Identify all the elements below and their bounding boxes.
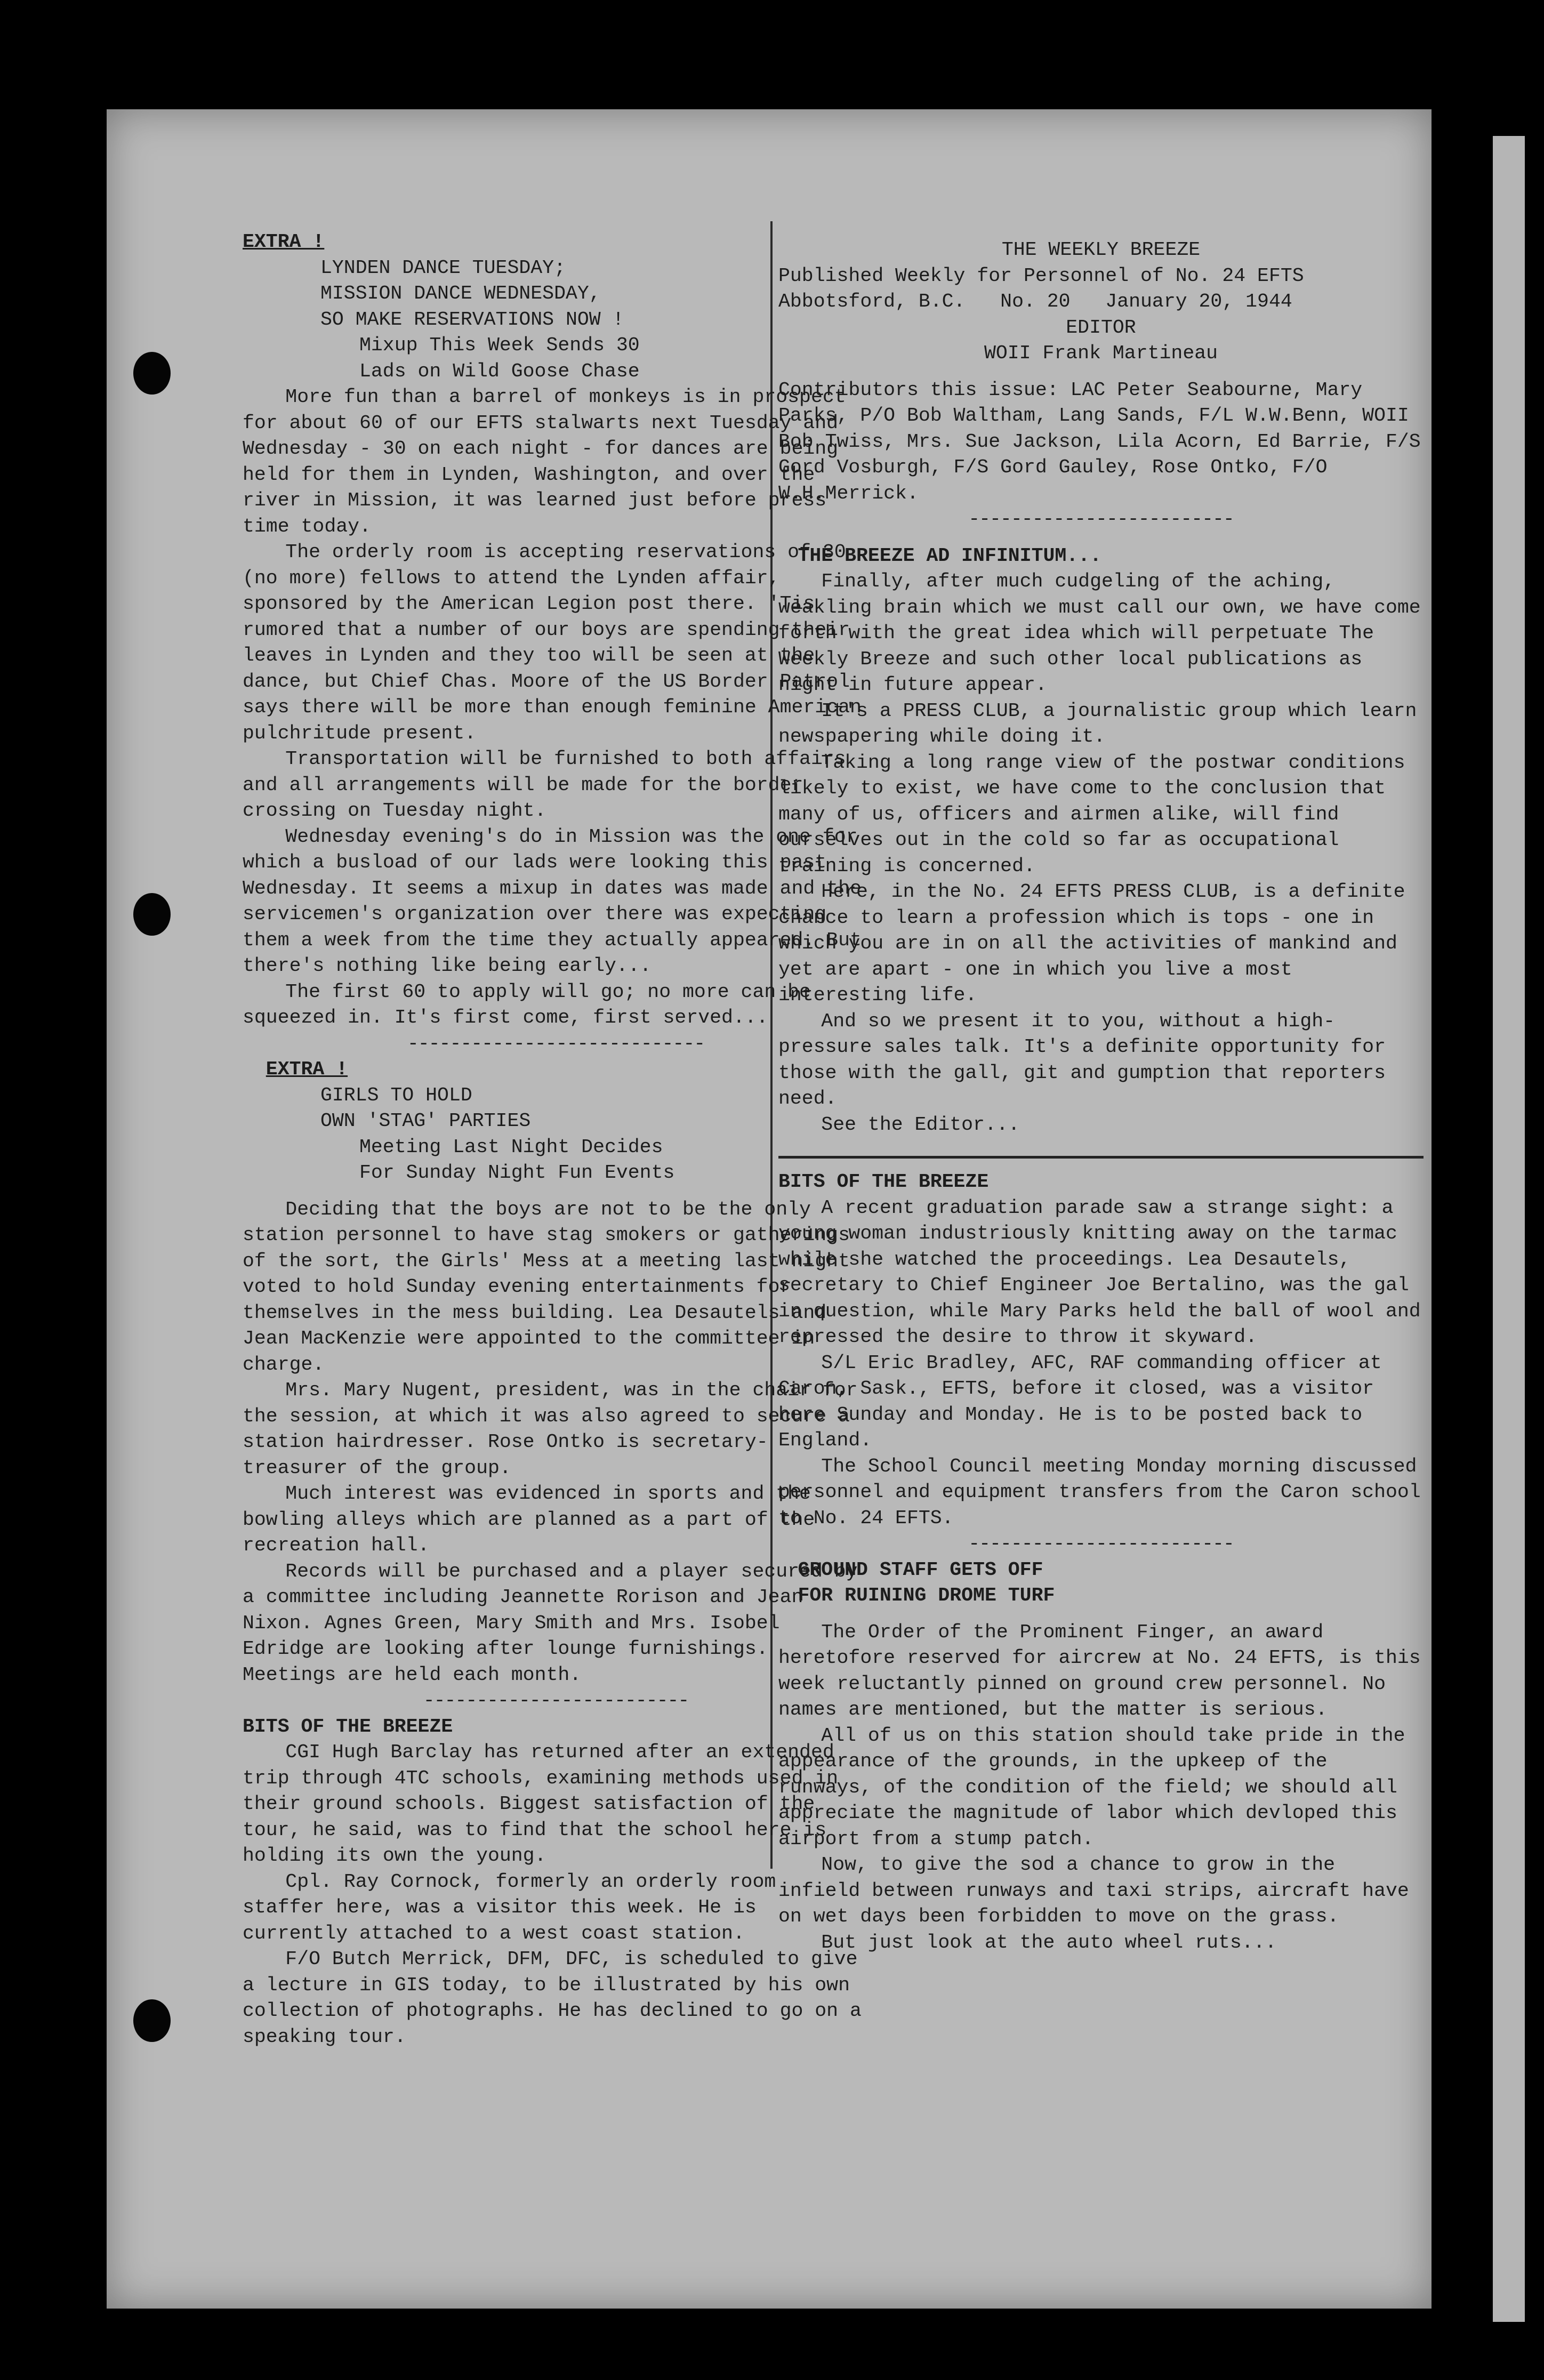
- paragraph: Now, to give the sod a chance to grow in the infield between runways and taxi strips, aircraft have on wet days been forbidden to move on the grass.: [778, 1854, 1409, 1927]
- editor-name: WOII Frank Martineau: [984, 342, 1218, 364]
- paragraph: Wednesday evening's do in Mission was the one for which a busload of our lads were looking this past Wednesday. It seems a mixup in dates was made and the servicemen's organization over there was expecting them a week from the time they actually appeared. But there's nothing like being early...: [243, 825, 862, 977]
- subhead-line: Meeting Last Night Decides: [359, 1136, 663, 1158]
- headline-line: OWN 'STAG' PARTIES: [320, 1110, 531, 1132]
- section-heading: THE BREEZE AD INFINITUM...: [798, 544, 1101, 567]
- paragraph: It's a PRESS CLUB, a journalistic group which learn newspapering while doing it.: [778, 699, 1417, 747]
- right-column: [778, 237, 1424, 1956]
- dashed-divider: -------------------------: [968, 1533, 1234, 1555]
- masthead-title: THE WEEKLY BREEZE: [1001, 239, 1201, 261]
- paragraph: Transportation will be furnished to both affairs and all arrangements will be made for the border crossing on Tuesday night.: [243, 748, 846, 822]
- paragraph: The School Council meeting Monday morning discussed personnel and equipment transfers from the Caron school to No. 24 EFTS.: [778, 1455, 1421, 1529]
- paragraph: But just look at the auto wheel ruts...: [821, 1931, 1277, 1953]
- paragraph: Records will be purchased and a player secured by a committee including Jeannette Rorison and Jean Nixon. Agnes Green, Mary Smith and Mrs. Isobel Edridge are looking after lounge furnishings. Meetings are held each month.: [243, 1560, 858, 1686]
- editor-label: EDITOR: [1066, 316, 1136, 339]
- punch-hole: [133, 893, 171, 936]
- paragraph: More fun than a barrel of monkeys is in prospect for about 60 of our EFTS stalwarts next Tuesday and Wednesday - 30 on each night - for dances are being held for them in Lynden, Washington, and over the river in Mission, it was learned just before press time today.: [243, 386, 846, 537]
- left-column: [243, 229, 869, 2050]
- section-heading: BITS OF THE BREEZE: [778, 1171, 989, 1193]
- section-heading: BITS OF THE BREEZE: [243, 1715, 453, 1738]
- paragraph: See the Editor...: [821, 1113, 1020, 1136]
- headline-line: GROUND STAFF GETS OFF: [798, 1558, 1043, 1581]
- subhead-line: Lads on Wild Goose Chase: [359, 360, 640, 382]
- headline-line: GIRLS TO HOLD: [320, 1084, 472, 1106]
- paragraph: The Order of the Prominent Finger, an award heretofore reserved for aircrew at No. 24 EFTS, is this week reluctantly pinned on ground crew personnel. No names are mentioned, but the matter is serious.: [778, 1621, 1421, 1720]
- paragraph: All of us on this station should take pride in the appearance of the grounds, in the upkeep of the runways, of the condition of the field; we should all appreciate the magnitude of labor which devloped this airport from a stump patch.: [778, 1724, 1405, 1850]
- section-rule: [778, 1156, 1424, 1159]
- headline-line: FOR RUINING DROME TURF: [798, 1585, 1055, 1606]
- paragraph: S/L Eric Bradley, AFC, RAF commanding officer at Caron, Sask., EFTS, before it closed, was a visitor here Sunday and Monday. He is to be posted back to England.: [778, 1352, 1382, 1451]
- newsletter-page: [107, 109, 1432, 2309]
- paragraph: Mrs. Mary Nugent, president, was in the chair for the session, at which it was also agreed to secure a station hairdresser. Rose Ontko is secretary-treasurer of the group.: [243, 1379, 858, 1479]
- headline-line: SO MAKE RESERVATIONS NOW !: [320, 308, 624, 331]
- punch-hole: [133, 1999, 171, 2042]
- paragraph: Cpl. Ray Cornock, formerly an orderly room staffer here, was a visitor this week. He is currently attached to a west coast station.: [243, 1870, 776, 1944]
- headline-line: MISSION DANCE WEDNESDAY,: [320, 283, 601, 304]
- contributors: Contributors this issue: LAC Peter Seabourne, Mary Parks, P/O Bob Waltham, Lang Sands, F/L W.W.Benn, WOII Bob Twiss, Mrs. Sue Jackson, Lila Acorn, Ed Barrie, F/S Gord Vosburgh, F/S Gord Gauley, Rose Ontko, F/O W.H.Merrick.: [778, 379, 1421, 504]
- paragraph: The orderly room is accepting reservations of 30 (no more) fellows to attend the Lynden affair, sponsored by the American Legion post there. 'Tis rumored that a number of our boys are spending their leaves in Lynden and they too will be seen at the dance, but Chief Chas. Moore of the US Border Patrol says there will be more than enough feminine American pulchritude present.: [243, 541, 862, 744]
- masthead-line: Abbotsford, B.C. No. 20 January 20, 1944: [778, 291, 1292, 312]
- paragraph: Here, in the No. 24 EFTS PRESS CLUB, is a definite chance to learn a profession which is tops - one in which you are in on all the activities of mankind and yet are apart - one in which you live a most interesting life.: [778, 881, 1405, 1006]
- subhead-line: For Sunday Night Fun Events: [359, 1162, 675, 1184]
- paragraph: Deciding that the boys are not to be the only station personnel to have stag smokers or gatherings of the sort, the Girls' Mess at a meeting last night voted to hold Sunday evening entertainments for themselves in the mess building. Lea Desautels and Jean MacKenzie were appointed to the committee in charge.: [243, 1198, 850, 1376]
- dashed-divider: -------------------------: [423, 1690, 689, 1711]
- paragraph: The first 60 to apply will go; no more can be squeezed in. It's first come, first served...: [243, 980, 811, 1028]
- extra-label: EXTRA !: [243, 231, 325, 253]
- paragraph: Finally, after much cudgeling of the aching, weakling brain which we must call our own, we have come forth with the great idea which will perpetuate The Weekly Breeze and such other local publications as night in future appear.: [778, 570, 1421, 696]
- paragraph: Much interest was evidenced in sports and the bowling alleys which are planned as a part of the recreation hall.: [243, 1483, 815, 1556]
- paragraph: A recent graduation parade saw a strange sight: a young woman industriously knitting away on the tarmac while she watched the proceedings. Lea Desautels, secretary to Chief Engineer Joe Bertalino, was the gal in question, while Mary Parks held the ball of wool and repressed the desire to throw it skyward.: [778, 1196, 1421, 1348]
- paragraph: F/O Butch Merrick, DFM, DFC, is scheduled to give a lecture in GIS today, to be illustrated by his own collection of photographs. He has declined to go on a speaking tour.: [243, 1948, 862, 2048]
- headline-line: LYNDEN DANCE TUESDAY;: [320, 256, 566, 279]
- punch-hole: [133, 352, 171, 395]
- paragraph: And so we present it to you, without a high-pressure sales talk. It's a definite opportunity for those with the gall, git and gumption that reporters need.: [778, 1010, 1386, 1109]
- masthead-line: Published Weekly for Personnel of No. 24 EFTS: [778, 264, 1304, 287]
- subhead-line: Mixup This Week Sends 30: [359, 334, 640, 356]
- paragraph: CGI Hugh Barclay has returned after an extended trip through 4TC schools, examining methods used in their ground schools. Biggest satisfaction of the tour, he said, was to find that the school here is holding its own the young.: [243, 1741, 839, 1867]
- extra-label: EXTRA !: [266, 1058, 348, 1080]
- dashed-divider: ----------------------------: [407, 1032, 705, 1055]
- dashed-divider: -------------------------: [968, 508, 1234, 530]
- adjacent-page-edge: [1493, 136, 1525, 2322]
- paragraph: Taking a long range view of the postwar conditions likely to exist, we have come to the conclusion that many of us, officers and airmen alike, will find ourselves out in the cold so far as occupational training is concerned.: [778, 751, 1405, 877]
